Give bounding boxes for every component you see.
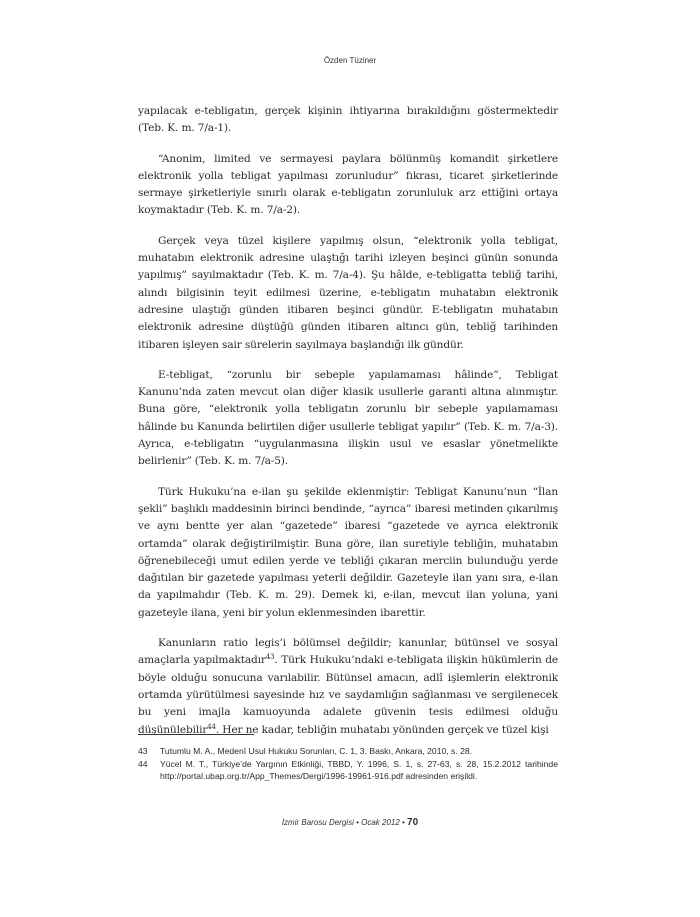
body-text — [138, 103, 558, 752]
footnote-ref-43: 43 — [265, 653, 275, 662]
footnote-separator — [138, 734, 254, 735]
paragraph-1: yapılacak e-tebligatın, gerçek kişinin ihtiyarına bırakıldığını göstermektedir (Teb. K. m. 7/a-1). — [138, 105, 558, 135]
paragraph-5: Türk Hukuku’na e-ilan şu şekilde eklenmiştir: Tebligat Kanunu’nun “İlan şekli” başlıklı maddesinin birinci bendinde, “ayrıca” ibaresi metinden çıkarılmış ve aynı bentte yer alan “gazetede” ibaresi “gazetede ve ayrıca elektronik ortamda” olarak değiştirilmiştir. Buna göre, ilan suretiyle tebliğin, muhatabın öğrenebileceği umut edilen yerde ve tebliği çıkaran merciin bulunduğu yerde dağıtılan bir gazetede yapılması yeterli değildir. Gazeteyle ilan yanı sıra, e-ilan da yapılmalıdır (Teb. K. m. 29). Demek ki, e-ilan, mevcut ilan yoluna, yani gazeteyle ilana, yeni bir yolun eklenmesinden ibarettir. — [138, 485, 558, 619]
footnote-number: 43 — [138, 746, 148, 756]
footnotes — [138, 745, 558, 783]
running-header-author: Özden Tüziner — [323, 56, 377, 65]
footnote-text: Yücel M. T., Türkiye’de Yargının Etkinliği, TBBD, Y. 1996, S. 1, s. 27-63, s. 28, 15.2.2012 tarihinde http://portal.ubap.org.tr/App_Themes/Dergi/1996-19961-916.pdf adresinden erişildi. — [160, 758, 558, 782]
footnote-number: 44 — [138, 758, 148, 769]
paragraph-6-part-3: . Her ne kadar, tebliğin muhatabı yönünden gerçek ve tüzel kişi — [215, 723, 549, 736]
footnote-text: Tutumlu M. A., Medenî Usul Hukuku Sorunları, C. 1, 3. Baskı, Ankara, 2010, s. 28. — [160, 746, 473, 756]
paragraph-2: “Anonim, limited ve sermayesi paylara bölünmüş komandit şirketlere elektronik yolla tebligat yapılması zorunludur” fıkrası, ticaret şirketlerinde sermaye şirketleriyle sınırlı olarak e-tebligatın zorunluluk arz ettiğini ortaya koymaktadır (Teb. K. m. 7/a-2). — [138, 152, 558, 217]
footnote-43 — [138, 745, 558, 758]
running-footer — [0, 817, 700, 828]
footnote-ref-44: 44 — [207, 722, 216, 731]
journal-name: İzmir Barosu Dergisi • Ocak 2012 • — [281, 818, 405, 827]
footnote-44 — [138, 758, 558, 783]
paragraph-4: E-tebligat, “zorunlu bir sebeple yapılamaması hâlinde”, Tebligat Kanunu’nda zaten mevcut olan diğer klasik usullerle garanti altına alınmıştır. Buna göre, “elektronik yolla tebligatın zorunlu bir sebeple yapılamaması hâlinde bu Kanunda belirtilen diğer usullerle tebligat yapılır” (Teb. K. m. 7/a-3). Ayrıca, e-tebligatın “uygulanmasına ilişkin usul ve esaslar yönetmelikte belirlenir” (Teb. K. m. 7/a-5). — [138, 368, 558, 468]
paragraph-6-part-1: Kanunların ratio legis’i bölümsel değildir; kanunlar, bütünsel ve sosyal amaçlarla yapılmaktadır — [138, 637, 558, 667]
paragraph-3: Gerçek veya tüzel kişilere yapılmış olsun, “elektronik yolla tebligat, muhatabın elektronik adresine ulaştığı tarihi izleyen beşinci günün sonunda yapılmış” sayılmaktadır (Teb. K. m. 7/a-4). Şu hâlde, e-tebligatta tebliğ tarihi, alındı bilgisinin teyit edilmesi üzerine, e-tebligatın muhatabın elektronik adresine ulaştığı günden itibaren beşinci gündür. E-tebligatın muhatabın elektronik adresine düştüğü günden itibaren altıncı gün, tebliğ tarihinden itibaren işleyen sair sürelerin sayılmaya başlandığı ilk gündür. — [138, 234, 558, 351]
paragraph-6-part-2: . Türk Hukuku’ndaki e-tebligata ilişkin hükümlerin de böyle olduğu sonucuna varılabilir. Bütünsel amacın, adlî işlemlerin elektronik ortamda yürütülmesi sayesinde hız ve saydamlığın sağlanması ve sergilenecek bu yeni imajla kamuoyunda adalete güvenin tesis edilmesi olduğu düşünülebilir — [138, 654, 558, 736]
paragraph-6 — [138, 635, 558, 739]
page-number: 70 — [407, 817, 419, 828]
